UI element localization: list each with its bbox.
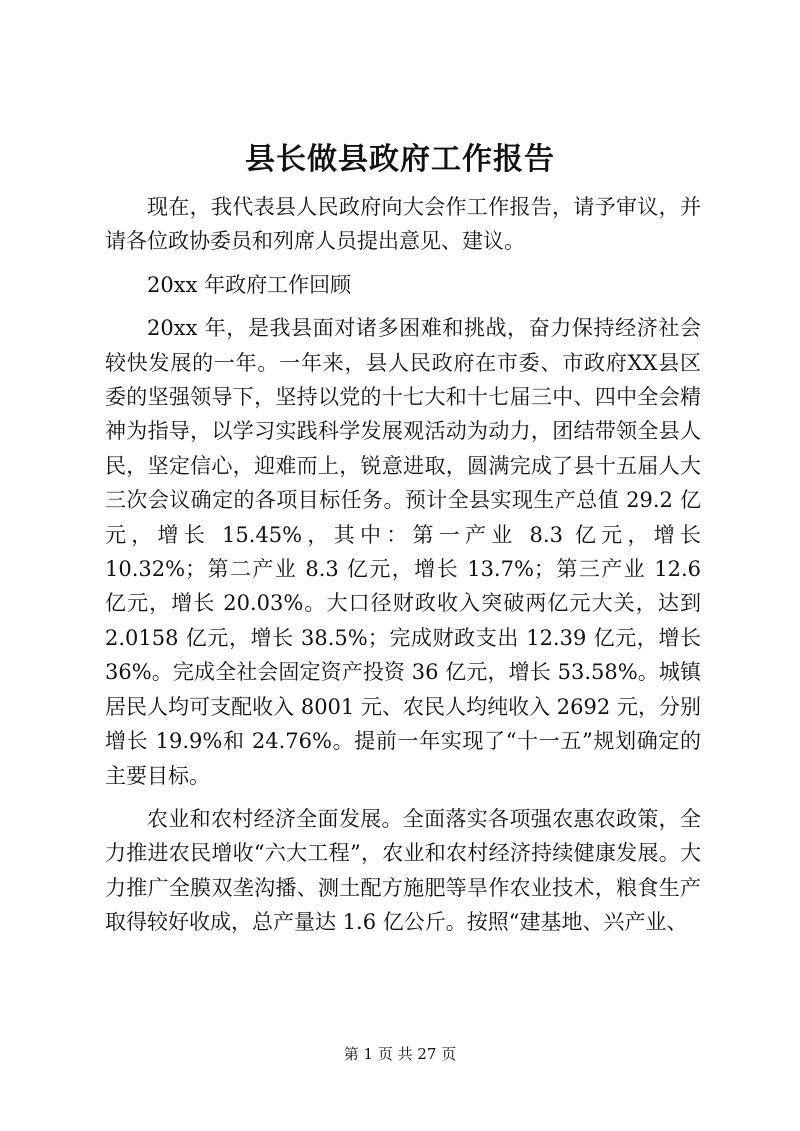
- section-heading-review: 20xx 年政府工作回顾: [147, 272, 352, 297]
- document-title: 县长做县政府工作报告: [245, 142, 555, 177]
- page-number-label: 第 1 页 共 27 页: [343, 1045, 457, 1063]
- document-body: [105, 190, 701, 949]
- paragraph-intro: 现在，我代表县人民政府向大会作工作报告，请予审议，并请各位政协委员和列席人员提出意见、建议。: [105, 195, 701, 254]
- page-footer: [0, 1044, 800, 1064]
- paragraph-agriculture: 农业和农村经济全面发展。全面落实各项强农惠农政策，全力推进农民增收“六大工程”，农业和农村经济持续健康发展。大力推广全膜双垄沟播、测土配方施肥等旱作农业技术，粮食生产取得较好收成，总产量达 1.6 亿公斤。按照“建基地、兴产业、: [105, 806, 701, 935]
- paragraph-overview: 20xx 年，是我县面对诸多困难和挑战，奋力保持经济社会较快发展的一年。一年来，县人民政府在市委、市政府XX县区委的坚强领导下，坚持以党的十七大和十七届三中、四中全会精神为指导，以学习实践科学发展观活动为动力，团结带领全县人民，坚定信心，迎难而上，锐意进取，圆满完成了县十五届人大三次会议确定的各项目标任务。预计全县实现生产总值 29.2 亿元，增长 15.45%，其中：第一产业 8.3 亿元，增长 10.32%；第二产业 8.3 亿元，增长 13.7%；第三产业 12.6 亿元，增长 20.03%。大口径财政收入突破两亿元大关，达到 2.0158 亿元，增长 38.5%；完成财政支出 12.39 亿元，增长 36%。完成全社会固定资产投资 36 亿元，增长 53.58%。城镇居民人均可支配收入 8001 元、农民人均纯收入 2692 元，分别增长 19.9%和 24.76%。提前一年实现了“十一五”规划确定的主要目标。: [105, 316, 701, 788]
